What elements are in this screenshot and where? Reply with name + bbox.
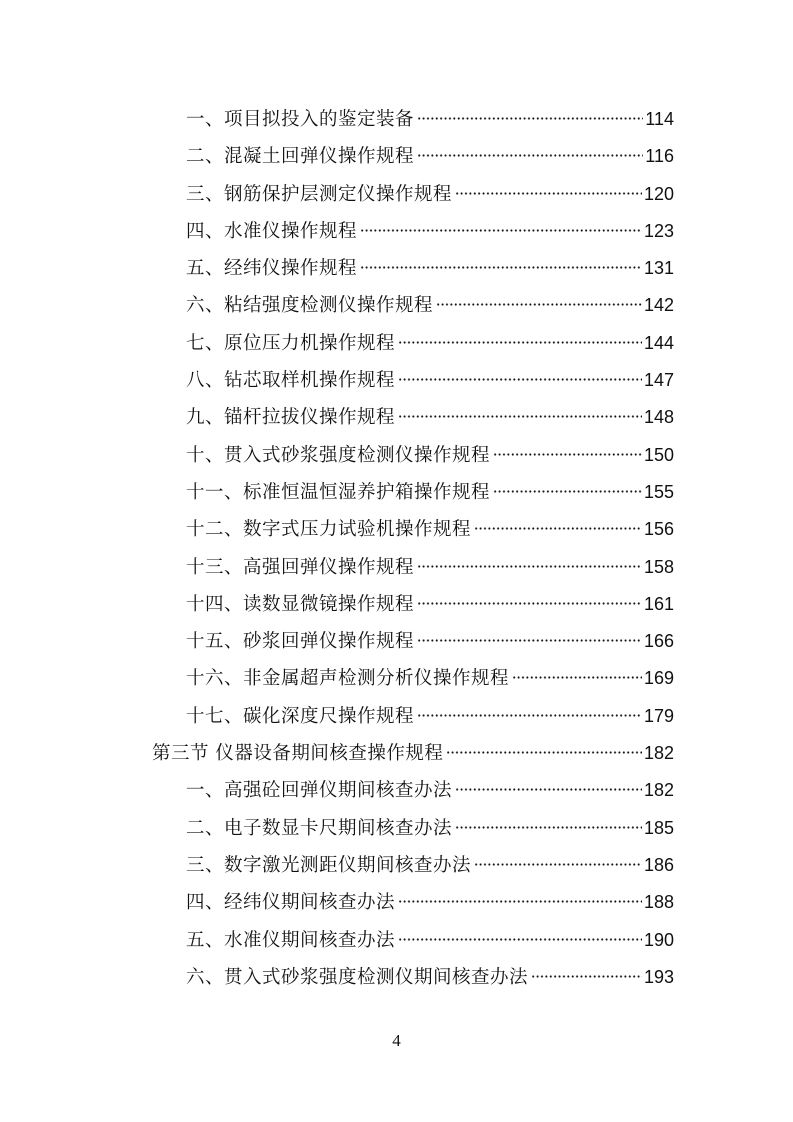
toc-dot-leader <box>417 639 642 642</box>
toc-entry-title: 七、原位压力机操作规程 <box>186 332 396 354</box>
toc-entry-page: 116 <box>645 146 674 167</box>
toc-entry-page: 142 <box>643 295 674 316</box>
toc-entry-page: 182 <box>643 780 674 801</box>
toc-entry-page: 185 <box>643 817 674 838</box>
toc-dot-leader <box>493 453 642 456</box>
toc-entry-page: 120 <box>643 183 674 204</box>
toc-entry[interactable] <box>152 437 674 474</box>
toc-entry-title: 六、粘结强度检测仪操作规程 <box>186 295 434 317</box>
toc-entry-title: 第三节 仪器设备期间核查操作规程 <box>152 743 444 765</box>
toc-entry[interactable] <box>152 623 674 660</box>
toc-entry-page: 161 <box>643 593 674 614</box>
toc-dot-leader <box>446 751 642 754</box>
toc-dot-leader <box>417 714 642 717</box>
toc-entry-page: 166 <box>643 631 674 652</box>
toc-dot-leader <box>455 826 642 829</box>
toc-entry-page: 188 <box>643 892 674 913</box>
toc-entry-page: 131 <box>643 258 674 279</box>
toc-entry-page: 144 <box>643 332 674 353</box>
page-number: 4 <box>392 1031 401 1050</box>
toc-section-entry[interactable] <box>152 735 674 772</box>
toc-entry-page: 148 <box>643 407 674 428</box>
toc-entry-page: 169 <box>643 668 674 689</box>
toc-entry[interactable] <box>152 511 674 548</box>
toc-entry[interactable] <box>152 884 674 921</box>
toc-dot-leader <box>398 415 642 418</box>
toc-dot-leader <box>436 303 642 306</box>
toc-entry[interactable] <box>152 138 674 175</box>
toc-entry-title: 十、贯入式砂浆强度检测仪操作规程 <box>186 444 491 466</box>
toc-entry-title: 九、锚杆拉拔仪操作规程 <box>186 407 396 429</box>
toc-entry-page: 155 <box>643 481 674 502</box>
toc-dot-leader <box>398 900 642 903</box>
toc-entry-page: 190 <box>643 929 674 950</box>
toc-entry[interactable] <box>152 399 674 436</box>
toc-entry[interactable] <box>152 772 674 809</box>
toc-entry[interactable] <box>152 586 674 623</box>
toc-entry[interactable] <box>152 325 674 362</box>
toc-entry-title: 六、贯入式砂浆强度检测仪期间核查办法 <box>186 966 529 988</box>
toc-entry[interactable] <box>152 362 674 399</box>
toc-entry-title: 十五、砂浆回弹仪操作规程 <box>186 631 415 653</box>
toc-entry[interactable] <box>152 474 674 511</box>
toc-entry-title: 五、水准仪期间核查办法 <box>186 929 396 951</box>
toc-dot-leader <box>417 117 643 120</box>
toc-entry-title: 三、数字激光测距仪期间核查办法 <box>186 854 472 876</box>
toc-entry-title: 十三、高强回弹仪操作规程 <box>186 556 415 578</box>
toc-entry-page: 186 <box>643 854 674 875</box>
toc-entry-page: 123 <box>643 220 674 241</box>
toc-entry[interactable] <box>152 847 674 884</box>
toc-entry[interactable] <box>152 959 674 996</box>
toc-entry-title: 十一、标准恒温恒湿养护箱操作规程 <box>186 481 491 503</box>
toc-dot-leader <box>417 565 642 568</box>
toc-entry-title: 一、高强砼回弹仪期间核查办法 <box>186 780 453 802</box>
toc-entry-page: 182 <box>643 743 674 764</box>
toc-entry-page: 114 <box>645 109 674 129</box>
toc-entry-title: 二、电子数显卡尺期间核查办法 <box>186 817 453 839</box>
toc-entry-title: 十二、数字式压力试验机操作规程 <box>186 519 472 541</box>
toc-entry-title: 十四、读数显微镜操作规程 <box>186 593 415 615</box>
toc-dot-leader <box>474 863 642 866</box>
toc-entry-title: 十六、非金属超声检测分析仪操作规程 <box>186 668 510 690</box>
table-of-contents <box>152 101 674 996</box>
toc-entry-page: 150 <box>643 444 674 465</box>
toc-entry[interactable] <box>152 922 674 959</box>
toc-dot-leader <box>360 266 642 269</box>
toc-dot-leader <box>417 602 642 605</box>
toc-dot-leader <box>398 938 642 941</box>
toc-dot-leader <box>455 788 642 791</box>
toc-entry[interactable] <box>152 250 674 287</box>
toc-entry[interactable] <box>152 176 674 213</box>
toc-entry-title: 五、经纬仪操作规程 <box>186 258 358 280</box>
toc-entry-page: 179 <box>643 705 674 726</box>
toc-entry-title: 二、混凝土回弹仪操作规程 <box>186 146 415 168</box>
toc-entry[interactable] <box>152 549 674 586</box>
toc-dot-leader <box>531 975 642 978</box>
toc-entry[interactable] <box>152 213 674 250</box>
toc-dot-leader <box>360 229 642 232</box>
toc-entry-page: 158 <box>643 556 674 577</box>
toc-entry[interactable] <box>152 810 674 847</box>
toc-entry-title: 三、钢筋保护层测定仪操作规程 <box>186 183 453 205</box>
toc-entry-page: 193 <box>643 966 674 987</box>
toc-dot-leader <box>474 527 642 530</box>
toc-dot-leader <box>398 378 642 381</box>
toc-dot-leader <box>512 676 642 679</box>
toc-entry-title: 四、经纬仪期间核查办法 <box>186 892 396 914</box>
toc-entry-title: 一、项目拟投入的鉴定装备 <box>186 109 415 130</box>
toc-dot-leader <box>398 341 642 344</box>
toc-entry-page: 156 <box>643 519 674 540</box>
toc-entry-title: 十七、碳化深度尺操作规程 <box>186 705 415 727</box>
toc-dot-leader <box>417 154 643 157</box>
toc-entry-title: 八、钻芯取样机操作规程 <box>186 370 396 392</box>
toc-entry[interactable] <box>152 287 674 324</box>
toc-entry-title: 四、水准仪操作规程 <box>186 220 358 242</box>
toc-dot-leader <box>493 490 642 493</box>
toc-entry[interactable] <box>152 698 674 735</box>
toc-entry[interactable] <box>152 660 674 697</box>
toc-entry-page: 147 <box>643 370 674 391</box>
toc-dot-leader <box>455 192 642 195</box>
toc-entry[interactable] <box>152 101 674 138</box>
